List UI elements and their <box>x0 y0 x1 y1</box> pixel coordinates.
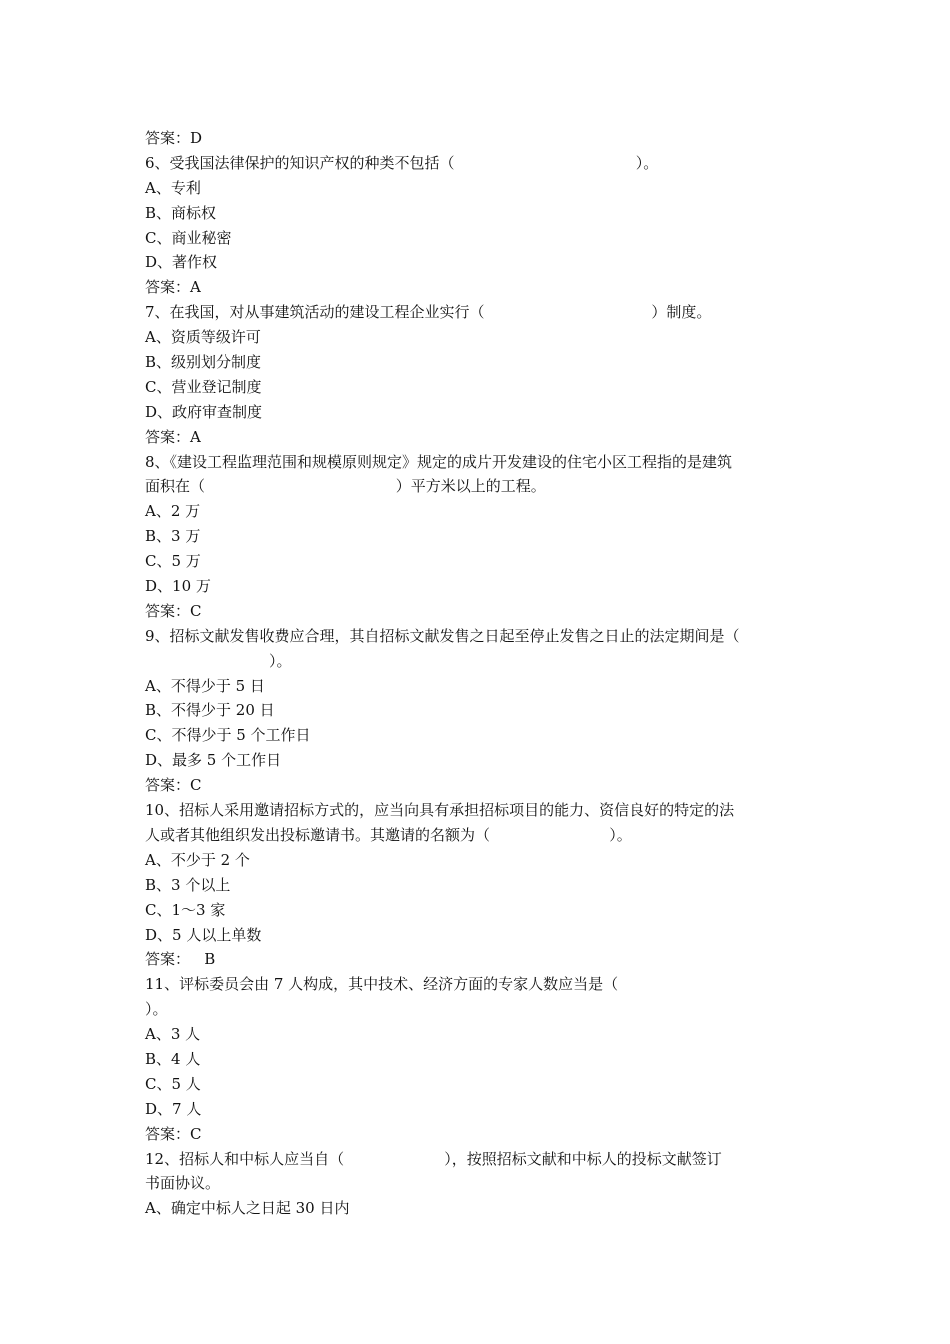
question-9: 9、招标文献发售收费应合理，其自招标文献发售之日起至停止发售之日止的法定期间是（ <box>145 626 740 645</box>
option-line: C、商业秘密 <box>145 228 232 247</box>
answer-line: 答案：C <box>145 601 202 620</box>
question-11: 11、评标委员会由 7 人构成，其中技术、经济方面的专家人数应当是（ <box>145 975 619 994</box>
option-line: B、级别划分制度 <box>145 353 262 372</box>
option-line: B、不得少于 20 日 <box>145 701 275 720</box>
option-line: A、不少于 2 个 <box>145 850 250 869</box>
question-9-cont: ）。 <box>145 651 292 670</box>
answer-line: 答案：A <box>145 278 201 297</box>
option-line: D、最多 5 个工作日 <box>145 751 282 770</box>
answer-line: 答案：A <box>145 427 201 446</box>
option-line: D、5 人以上单数 <box>145 925 262 944</box>
option-line: A、资质等级许可 <box>145 328 261 347</box>
question-12-cont: 书面协议。 <box>145 1174 221 1193</box>
option-line: D、政府审查制度 <box>145 402 263 421</box>
option-line: D、著作权 <box>145 253 218 272</box>
option-line: A、专利 <box>145 178 201 197</box>
option-line: D、10 万 <box>145 577 211 596</box>
question-10-cont: 人或者其他组织发出投标邀请书。其邀请的名额为（ ）。 <box>145 825 632 844</box>
question-8: 8、《建设工程监理范围和规模原则规定》规定的成片开发建设的住宅小区工程指的是建筑 <box>145 452 733 471</box>
question-11-cont: ）。 <box>145 1000 168 1019</box>
answer-line: 答案：C <box>145 776 202 795</box>
option-line: B、3 万 <box>145 527 201 546</box>
option-line: A、不得少于 5 日 <box>145 676 265 695</box>
option-line: A、2 万 <box>145 502 201 521</box>
question-10: 10、招标人采用邀请招标方式的，应当向具有承担招标项目的能力、资信良好的特定的法 <box>145 801 735 820</box>
option-line: B、商标权 <box>145 203 217 222</box>
question-6: 6、受我国法律保护的知识产权的种类不包括（ ）。 <box>145 153 659 172</box>
answer-line: 答案：D <box>145 129 203 147</box>
option-line: D、7 人 <box>145 1099 202 1118</box>
option-line: C、5 人 <box>145 1074 201 1093</box>
answer-line: 答案： B <box>145 950 216 969</box>
answer-line: 答案：C <box>145 1124 202 1143</box>
option-line: B、4 人 <box>145 1049 201 1068</box>
question-12: 12、招标人和中标人应当自（ ），按照招标文献和中标人的投标文献签订 <box>145 1149 722 1168</box>
question-8-cont: 面积在（ ）平方米以上的工程。 <box>145 477 546 496</box>
option-line: B、3 个以上 <box>145 875 231 894</box>
option-line: A、3 人 <box>145 1025 201 1044</box>
option-line: C、5 万 <box>145 552 201 571</box>
question-7: 7、在我国，对从事建筑活动的建设工程企业实行（ ）制度。 <box>145 303 712 322</box>
option-line: A、确定中标人之日起 30 日内 <box>145 1199 350 1218</box>
document-page <box>145 126 810 1221</box>
option-line: C、1～3 家 <box>145 900 226 919</box>
option-line: C、不得少于 5 个工作日 <box>145 726 311 745</box>
option-line: C、营业登记制度 <box>145 377 262 396</box>
